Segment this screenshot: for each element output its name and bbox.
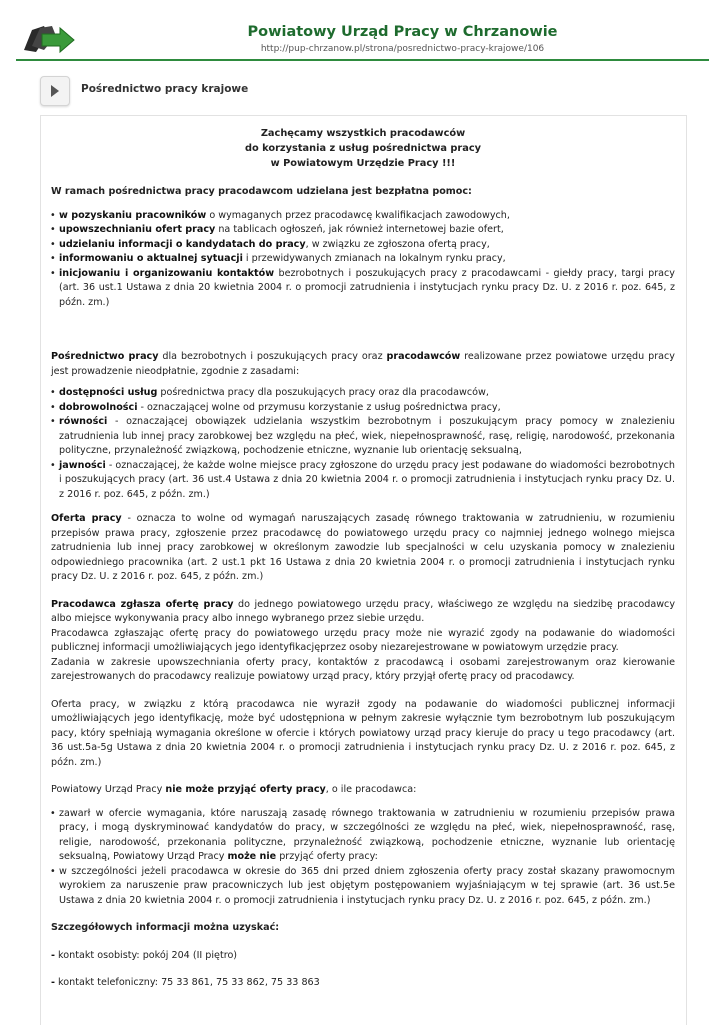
contact-phone: - kontakt telefoniczny: 75 33 861, 75 33 862, 75 33 863: [51, 977, 320, 988]
logo-icon[interactable]: [22, 20, 78, 56]
list-item: • w pozyskaniu pracowników o wymaganych przez pracodawcę kwalifikacjach zawodowych,: [51, 209, 675, 224]
refuse-list: [51, 807, 675, 909]
article-card: [40, 115, 687, 1025]
intro-line: do korzystania z usług pośrednictwa pracy: [244, 143, 482, 154]
list-item: • zawarł w ofercie wymagania, które naruszają zasadę równego traktowania w zatrudnieniu w rozumieniu przepisów prawa pracy, i mogą dyskryminować kandydatów do pracy, w szczególności ze względu na płeć, wiek, niepełnosprawność, rasę, religie, narodowość, przekonania polityczne, przynależność związkową, pochodzenie etniczne, wyznanie lub orientację seksualną, Powiatowy Urząd Pracy może nie przyjąć oferty pracy:: [51, 807, 675, 865]
list-item: • w szczególności jeżeli pracodawca w okresie do 365 dni przed dniem zgłoszenia oferty pracy został skazany prawomocnym wyrokiem za naruszenie praw pracowniczych lub jest objętym postępowaniem wyjaśniającym w tej sprawie (art. 36 ust.5e Ustawa z dnia 20 kwietnia 2004 r. o promocji zatrudnienia i instytucjach rynku pracy Dz. U. z 2016 r. poz. 645, z późn. zm.): [51, 865, 675, 909]
list-item: • inicjowaniu i organizowaniu kontaktów bezrobotnych i poszukujących pracy z pracodawcami - giełdy pracy, targi pracy (art. 36 ust.1 Ustawa z dnia 20 kwietnia 2004 r. o promocji zatrudnienia i instytucjach rynku pracy Dz. U. z 2016 r. poz. 645, z późn. zm.): [51, 267, 675, 311]
page-title: Pośrednictwo pracy krajowe: [81, 83, 249, 95]
list-item: • dobrowolności - oznaczającej wolne od przymusu korzystanie z usług pośrednictwa pracy,: [51, 401, 675, 416]
list-item: • informowaniu o aktualnej sytuacji i przewidywanych zmianach na lokalnym rynku pracy,: [51, 252, 675, 267]
article-content: [51, 126, 675, 991]
principles-paragraph: Pośrednictwo pracy dla bezrobotnych i poszukujących pracy oraz pracodawców realizowane przez powiatowe urzędu pracy jest prowadzenie nieodpłatnie, zgodnie z zasadami:: [51, 351, 675, 377]
chevron-right-icon: [50, 84, 60, 98]
list-item: • równości - oznaczającej obowiązek udzielania wszystkim bezrobotnym i poszukującym pracy pomocy w znalezieniu zatrudnienia lub innej pracy zarobkowej bez względu na płeć, wiek, niepełnosprawność, rasę, religię, narodowość, przekonania polityczne, przynależność związkową, pochodzenie etniczne, wyznanie lub orientację seksualną,: [51, 415, 675, 459]
list-item: • jawności - oznaczającej, że każde wolne miejsce pracy zgłoszone do urzędu pracy jest podawane do wiadomości bezrobotnych i poszukujących pracy (art. 36 ust.4 Ustawa z dnia 20 kwietnia 2004 r. o promocji zatrudnienia i instytucjach rynku pracy Dz. U. z 2016 r. poz. 645, z późn. zm.): [51, 459, 675, 503]
principles-list: [51, 386, 675, 502]
section-arrow-button[interactable]: [40, 76, 70, 106]
list-item: • upowszechnianiu ofert pracy na tablicach ogłoszeń, jak również internetowej bazie ofert,: [51, 223, 675, 238]
list-item: • dostępności usług pośrednictwa pracy dla poszukujących pracy oraz dla pracodawców,: [51, 386, 675, 401]
offer-definition: Oferta pracy - oznacza to wolne od wymagań naruszających zasadę równego traktowania w zatrudnieniu, w rozumieniu przepisów prawa pracy, zgłoszenie przez pracodawcę do powiatowego urzędu pracy co najmniej jednego wolnego miejsca zatrudnienia lub innej pracy zarobkowej w określonym zawodzie lub specjalności w celu uzyskania pomocy w znalezieniu odpowiedniego pracownika (art. 2 ust.1 pkt 16 Ustawa z dnia 20 kwietnia 2004 r. o promocji zatrudnienia i instytucjach rynku pracy Dz. U. z 2016 r. poz. 645, z późn. zm.): [51, 513, 675, 582]
intro-line: w Powiatowym Urzędzie Pracy !!!: [270, 158, 456, 169]
site-header: [0, 0, 725, 64]
site-title[interactable]: Powiatowy Urząd Pracy w Chrzanowie: [247, 24, 558, 40]
header-divider: [16, 59, 709, 61]
employer-paragraph: Pracodawca zgłasza ofertę pracy do jednego powiatowego urzędu pracy, właściwego ze względu na siedzibę pracodawcy albo miejsce wykonywania pracy albo innego wybranego przez siebie urzędu. Pracodawca zgłaszając ofertę pracy do powiatowego urzędu pracy może nie wyrazić zgody na podawanie do wiadomości publicznej informacji umożliwiających jego identyfikacjęprzez osoby niezarejestrowane w powiatowym urzędzie pracy. Zadania w zakresie upowszechniania oferty pracy, kontaktów z pracodawcą i osobami zarejestrowanym oraz kierowanie zarejestrowanych do pracodawcy realizuje powiatowy urząd pracy, który przyjął ofertę pracy od pracodawcy.: [51, 598, 675, 682]
free-help-list: [51, 209, 675, 311]
free-help-heading: W ramach pośrednictwa pracy pracodawcom udzielana jest bezpłatna pomoc:: [51, 186, 472, 197]
page-url: http://pup-chrzanow.pl/strona/posrednictwo-pracy-krajowe/106: [260, 44, 545, 54]
refuse-paragraph: Powiatowy Urząd Pracy nie może przyjąć oferty pracy, o ile pracodawca:: [51, 784, 417, 795]
details-heading: Szczegółowych informacji można uzyskać:: [51, 922, 280, 933]
contact-personal: - kontakt osobisty: pokój 204 (II piętro): [51, 949, 238, 961]
intro-line: Zachęcamy wszystkich pracodawców: [260, 128, 466, 139]
list-item: • udzielaniu informacji o kandydatach do pracy, w związku ze zgłoszona ofertą pracy,: [51, 238, 675, 253]
anonymous-offer-paragraph: Oferta pracy, w związku z którą pracodawca nie wyraził zgody na podawanie do wiadomości publicznej informacji umożliwiających jego identyfikację, może być udostępniona w pełnym zakresie wyłącznie tym bezrobotnym lub poszukującym pacy, który spełniają wymagania określone w ofercie i których powiatowy urząd pracy kieruje do pracy u tego pracodawcy (art. 36 ust.5a-5g Ustawa z dnia 20 kwietnia 2004 r. o promocji zatrudnienia i instytucjach rynku pracy Dz. U. z 2016 r. poz. 645, z późn. zm.): [51, 698, 675, 768]
intro-heading: [51, 126, 675, 171]
